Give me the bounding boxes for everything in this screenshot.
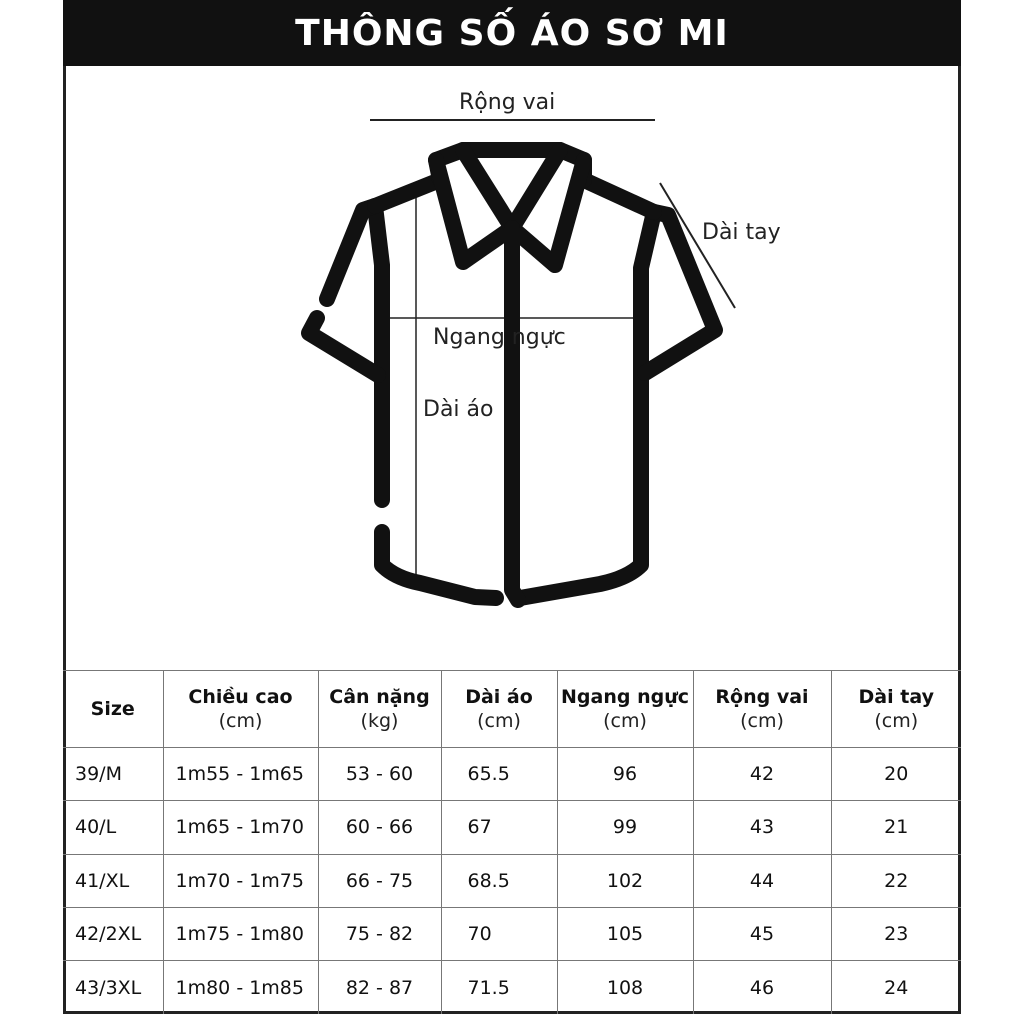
shirt-outline [309,150,715,600]
length-cell: 67 [441,801,557,854]
chest-cell: 108 [557,961,693,1014]
length-cell: 70 [441,907,557,960]
shirt-icon [63,66,961,670]
size-table [63,670,961,1014]
column-header: Dài áo (cm) [441,671,557,748]
size-cell: 40/L [63,801,163,854]
sleeve-cell: 23 [831,907,961,960]
size-cell: 39/M [63,748,163,801]
column-header: Size [63,671,163,748]
height-cell: 1m65 - 1m70 [163,801,318,854]
sleeve-cell: 21 [831,801,961,854]
chest-cell: 105 [557,907,693,960]
weight-cell: 66 - 75 [318,854,441,907]
shoulder-label: Rộng vai [459,90,556,115]
weight-cell: 60 - 66 [318,801,441,854]
sleeve-label: Dài tay [702,220,781,245]
chest-cell: 102 [557,854,693,907]
sleeve-cell: 24 [831,961,961,1014]
length-label: Dài áo [423,397,494,422]
chest-cell: 99 [557,801,693,854]
chest-label: Ngang ngực [433,325,566,350]
shoulder-cell: 43 [693,801,831,854]
title-banner [63,0,961,66]
sleeve-cell: 22 [831,854,961,907]
column-header: Ngang ngực (cm) [557,671,693,748]
shoulder-cell: 45 [693,907,831,960]
column-header: Rộng vai (cm) [693,671,831,748]
height-cell: 1m55 - 1m65 [163,748,318,801]
length-cell: 68.5 [441,854,557,907]
sleeve-cell: 20 [831,748,961,801]
shoulder-cell: 44 [693,854,831,907]
weight-cell: 53 - 60 [318,748,441,801]
table-row [63,907,961,960]
size-cell: 43/3XL [63,961,163,1014]
column-header: Cân nặng (kg) [318,671,441,748]
table-row [63,961,961,1014]
column-header: Dài tay (cm) [831,671,961,748]
shoulder-cell: 42 [693,748,831,801]
weight-cell: 75 - 82 [318,907,441,960]
page-title: THÔNG SỐ ÁO SƠ MI [295,12,729,54]
height-cell: 1m80 - 1m85 [163,961,318,1014]
size-cell: 41/XL [63,854,163,907]
length-cell: 71.5 [441,961,557,1014]
height-cell: 1m70 - 1m75 [163,854,318,907]
height-cell: 1m75 - 1m80 [163,907,318,960]
table-row [63,854,961,907]
table-header-row [63,671,961,748]
length-cell: 65.5 [441,748,557,801]
column-header: Chiều cao (cm) [163,671,318,748]
shirt-diagram [63,66,961,670]
shoulder-cell: 46 [693,961,831,1014]
size-cell: 42/2XL [63,907,163,960]
table-row [63,748,961,801]
chest-cell: 96 [557,748,693,801]
weight-cell: 82 - 87 [318,961,441,1014]
table-row [63,801,961,854]
